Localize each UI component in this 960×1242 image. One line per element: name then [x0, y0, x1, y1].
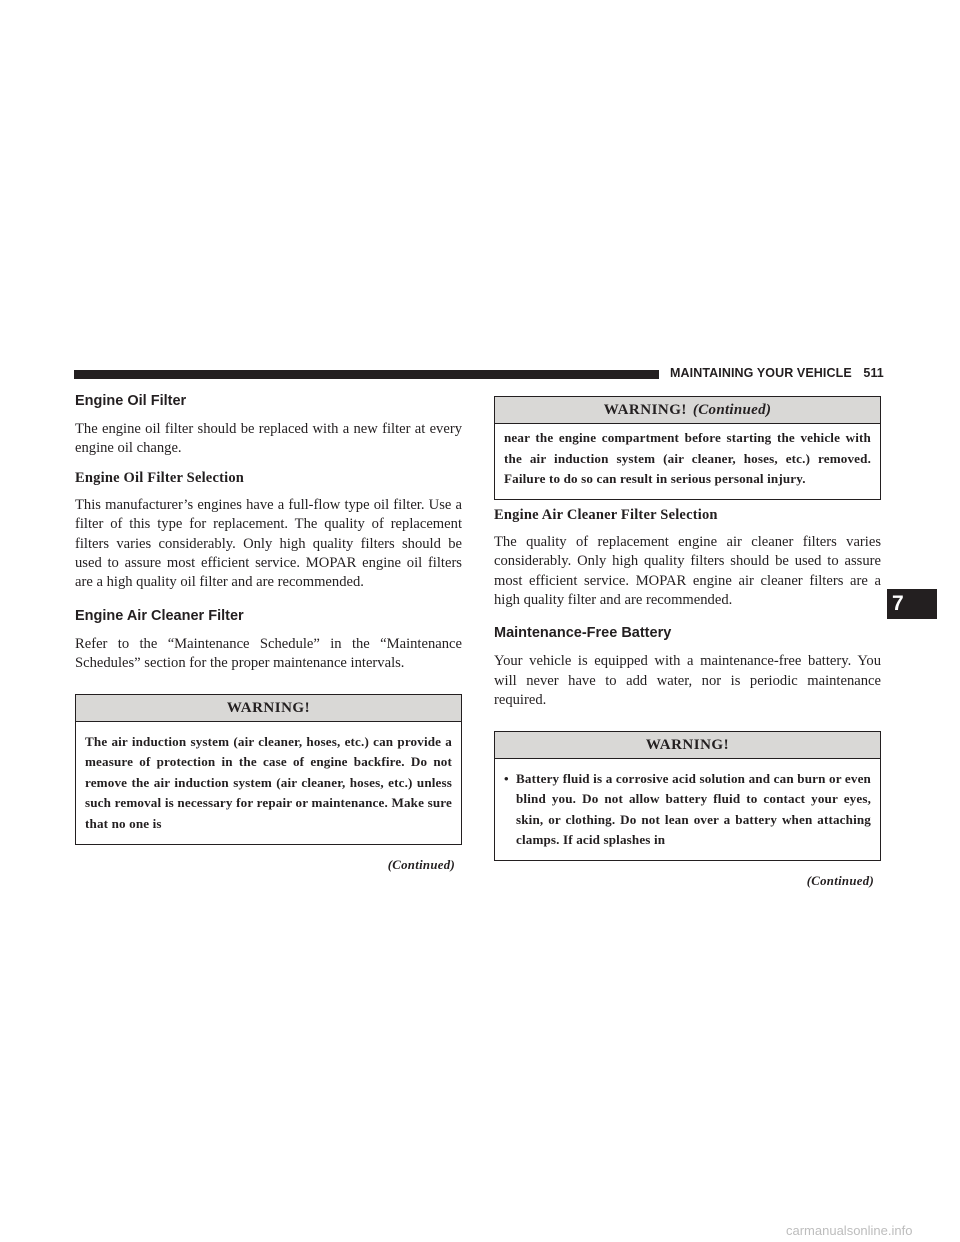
- warning-title-text: WARNING!: [603, 402, 687, 418]
- continued-label: (Continued): [387, 857, 455, 872]
- bullet-text: Battery fluid is a corrosive acid solution and can burn or even blind you. Do not allow battery fluid to contact your eyes, skin, or clothing. Do not lean over a battery when attaching clamps. If acid splashes in: [516, 770, 871, 848]
- warning-title-text: WARNING!: [645, 736, 730, 753]
- warning-text-content: near the engine compartment before starting the vehicle with the air induction system (air cleaner, hoses, etc.) removed. Failure to do so can result in serious personal injury.: [504, 430, 871, 487]
- watermark: carmanualsonline.info: [786, 1223, 913, 1238]
- warning-text: [495, 424, 880, 499]
- warning-box-air-induction: [75, 694, 462, 845]
- right-column: [494, 396, 881, 889]
- paragraph-air-cleaner: Refer to the “Maintenance Schedule” in the “Maintenance Schedules” section for the proper maintenance intervals.: [75, 635, 462, 672]
- warning-text: [495, 759, 880, 860]
- warning-box-battery: [494, 731, 881, 861]
- paragraph-air-cleaner-selection: The quality of replacement engine air cleaner filters varies considerably. Only high quality filters should be used to assure most efficient service. MOPAR engine air cleaner filters are a high quality filter and are recommended.: [494, 533, 881, 608]
- warning-title-continued: (Continued): [692, 402, 772, 418]
- heading-engine-oil-filter: Engine Oil Filter: [75, 393, 187, 409]
- warning-bullet-item: [504, 769, 871, 851]
- paragraph-oil-filter: The engine oil filter should be replaced with a new filter at every engine oil change.: [75, 421, 462, 457]
- section-title: MAINTAINING YOUR VEHICLE: [670, 366, 852, 380]
- continued-label: (Continued): [806, 874, 874, 888]
- running-header: [670, 366, 900, 380]
- paragraph-oil-filter-selection: This manufacturer’s engines have a full-flow type oil filter. Use a filter of this type for replacement. The quality of replacement filters varies considerably. Only high quality filters should be used to assure most efficient service. MOPAR engine oil filters are a high quality oil filter and are recommended.: [75, 496, 462, 591]
- warning-title: [495, 397, 880, 424]
- page-number: 511: [863, 366, 884, 380]
- warning-title-text: WARNING!: [226, 699, 311, 716]
- left-column: [75, 392, 462, 873]
- paragraph-battery: Your vehicle is equipped with a maintenance-free battery. You will never have to add water, nor is periodic maintenance required.: [494, 653, 881, 709]
- warning-text: The air induction system (air cleaner, hoses, etc.) can provide a measure of protection in the case of engine backfire. Do not remove the air induction system (air cleaner, hoses, etc.) unless such removal is necessary for repair or maintenance. Make sure that no one is: [85, 733, 452, 832]
- subheading-air-cleaner-selection: Engine Air Cleaner Filter Selection: [494, 506, 718, 523]
- bullet-icon: •: [504, 770, 509, 786]
- warning-title: [495, 732, 880, 759]
- warning-box-continued: [494, 396, 881, 500]
- warning-title: [76, 695, 461, 722]
- heading-maintenance-free-battery: Maintenance-Free Battery: [494, 625, 672, 642]
- subheading-oil-filter-selection: Engine Oil Filter Selection: [75, 469, 245, 486]
- header-rule: [74, 370, 659, 379]
- heading-air-cleaner-filter: Engine Air Cleaner Filter: [75, 607, 244, 624]
- chapter-tab: 7: [887, 589, 937, 619]
